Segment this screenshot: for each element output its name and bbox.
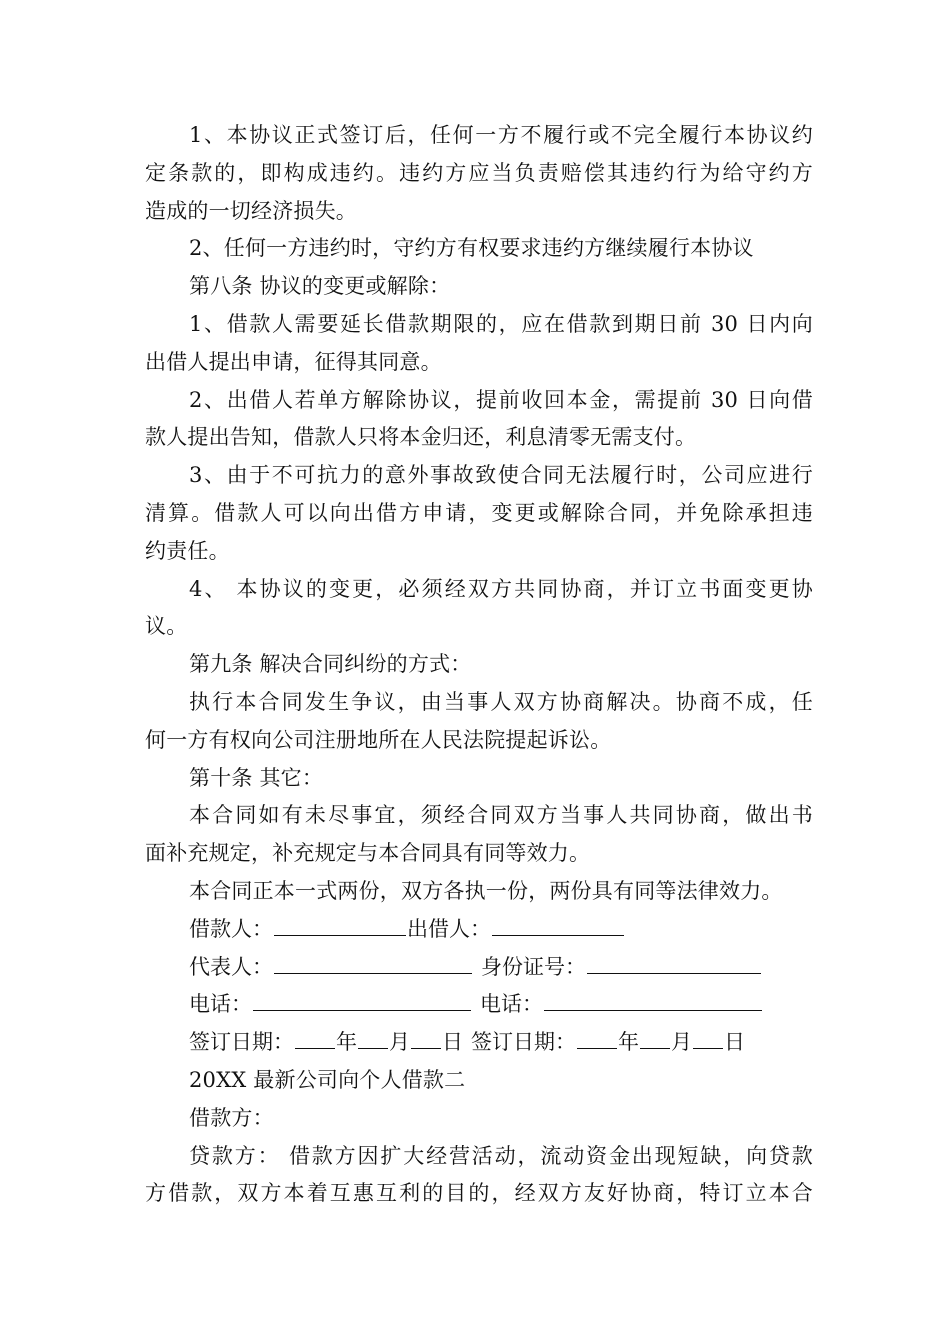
- article-heading: 第十条 其它：: [189, 765, 324, 790]
- signature-row-parties: [145, 911, 813, 949]
- year-label: 年: [336, 1030, 357, 1055]
- day-label: 日: [724, 1030, 745, 1055]
- borrower-blank: [274, 911, 406, 936]
- text-line: 出借人提出申请，征得其同意。: [145, 349, 442, 374]
- text-line: 面补充规定，补充规定与本合同具有同等效力。: [145, 841, 591, 866]
- phone-label-left: 电话：: [189, 992, 252, 1017]
- signature-row-representative: [145, 949, 813, 987]
- text-line: 款人提出告知，借款人只将本金归还，利息清零无需支付。: [145, 425, 697, 450]
- phone-blank-left: [253, 986, 471, 1011]
- year-blank: [295, 1024, 335, 1049]
- text-line: 方借款，双方本着互惠互利的目的，经双方友好协商，特订立本合: [145, 1181, 813, 1206]
- lender-blank: [492, 911, 624, 936]
- month-blank: [640, 1024, 670, 1049]
- signature-row-phone: [145, 986, 813, 1024]
- day-blank: [411, 1024, 441, 1049]
- text-line: 4、 本协议的变更，必须经双方共同协商，并订立书面变更协: [189, 576, 813, 601]
- text-line: 贷款方： 借款方因扩大经营活动，流动资金出现短缺，向贷款: [189, 1143, 813, 1168]
- borrower-party-line: 借款方：: [189, 1105, 274, 1130]
- text-line: 执行本合同发生争议，由当事人双方协商解决。协商不成，任: [189, 689, 813, 714]
- year-blank: [577, 1024, 617, 1049]
- text-line: 定条款的，即构成违约。违约方应当负责赔偿其违约行为给守约方: [145, 160, 813, 185]
- text-line: 清算。借款人可以向出借方申请，变更或解除合同，并免除承担违: [145, 500, 813, 525]
- text-line: 2、出借人若单方解除协议，提前收回本金，需提前 30 日向借: [189, 387, 813, 412]
- text-line: 何一方有权向公司注册地所在人民法院提起诉讼。: [145, 727, 612, 752]
- phone-label-right: 电话：: [480, 992, 543, 1017]
- text-line: 2、任何一方违约时，守约方有权要求违约方继续履行本协议: [189, 236, 754, 261]
- id-number-label: 身份证号：: [481, 954, 586, 979]
- contract-title: 20XX 最新公司向个人借款二: [189, 1067, 466, 1092]
- article-heading: 第八条 协议的变更或解除：: [189, 274, 451, 299]
- signature-row-date: [145, 1024, 813, 1062]
- article-heading: 第九条 解决合同纠纷的方式：: [189, 652, 472, 677]
- text-line: 议。: [145, 614, 188, 639]
- lender-label: 出借人：: [407, 916, 491, 941]
- day-label: 日: [442, 1030, 463, 1055]
- text-line: 约责任。: [145, 538, 230, 563]
- year-label: 年: [618, 1030, 639, 1055]
- sign-date-label-right: 签订日期：: [471, 1030, 576, 1055]
- month-blank: [358, 1024, 388, 1049]
- document-body: [145, 117, 813, 1213]
- text-line: 本合同如有未尽事宜，须经合同双方当事人共同协商，做出书: [189, 803, 813, 828]
- text-line: 造成的一切经济损失。: [145, 198, 357, 223]
- day-blank: [693, 1024, 723, 1049]
- id-number-blank: [587, 949, 761, 974]
- representative-blank: [274, 949, 472, 974]
- phone-blank-right: [544, 986, 762, 1011]
- sign-date-label-left: 签订日期：: [189, 1030, 294, 1055]
- text-line: 3、由于不可抗力的意外事故致使合同无法履行时，公司应进行: [189, 463, 813, 488]
- text-line: 1、本协议正式签订后，任何一方不履行或不完全履行本协议约: [189, 123, 813, 147]
- representative-label: 代表人：: [189, 954, 273, 979]
- text-line: 本合同正本一式两份，双方各执一份，两份具有同等法律效力。: [189, 878, 783, 903]
- text-line: 1、借款人需要延长借款期限的，应在借款到期日前 30 日内向: [189, 311, 813, 336]
- month-label: 月: [671, 1030, 692, 1055]
- month-label: 月: [389, 1030, 410, 1055]
- borrower-label: 借款人：: [189, 916, 273, 941]
